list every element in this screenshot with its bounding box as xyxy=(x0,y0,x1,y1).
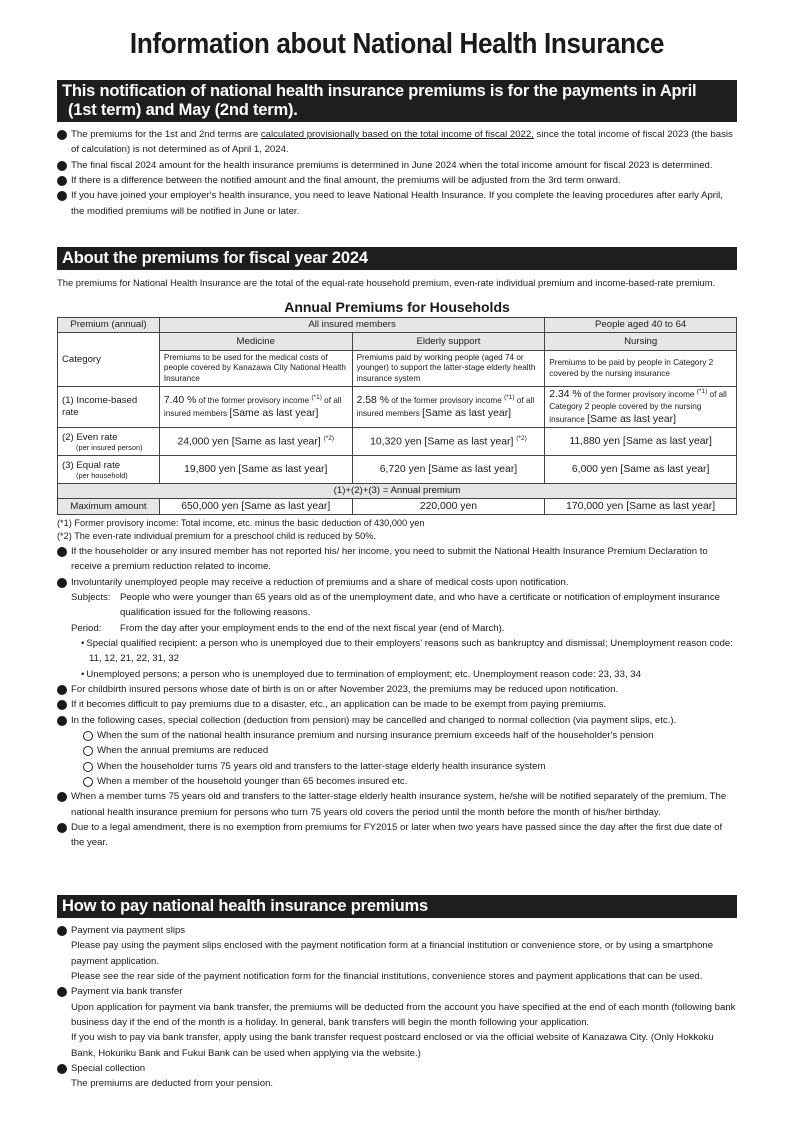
list-item: When the householder turns 75 years old and transfers to the latter-stage elderly health insurance system xyxy=(83,759,737,774)
list-item: Due to a legal amendment, there is no exemption from premiums for FY2015 or later when two years have passed since the day after the first due date of the year. xyxy=(57,820,737,851)
section-heading-premiums: About the premiums for fiscal year 2024 xyxy=(57,247,737,270)
list-item: Involuntarily unemployed people may receive a reduction of premiums and a share of medical costs upon notification. Subjects: People who were younger than 65 years old as of the unemployment date, and who have a certificate or notification of employment insurance qualification issued for the following reasons. Period: From the day after your employment ends to the end of the next fiscal year (end of March). • Special qualified recipient: a person who is unemployed due to their employers' reasons such as bankruptcy and dismissal; Unemployment reason code: 11, 12, 21, 22, 31, 32 • Unemployed persons; a person who is unemployed due to termination of employment; etc. Unemployment reason code: 23, 33, 34 xyxy=(57,575,737,682)
table-row: (3) Equal rate (per household) 19,800 yen [Same as last year] 6,720 yen [Same as last year] 6,000 yen [Same as last year] xyxy=(58,456,737,484)
collection-cases xyxy=(71,728,737,789)
notification-list xyxy=(57,127,737,219)
list-item: Payment via bank transfer Upon application for payment via bank transfer, the premiums will be deducted from the account you have specified at the end of each month (following bank business day if the end of the month is a holiday. In general, bank transfers will begin the month following your application. If you wish to pay via bank transfer, apply using the bank transfer request postcard enclosed or via the official website of Kanazawa City. (Only Hokkoku Bank, Hokuriku Bank and Fukui Bank can be used when applying via the website.) xyxy=(57,984,737,1061)
list-item: When the sum of the national health insurance premium and nursing insurance premium exceeds half of the householder's pension xyxy=(83,728,737,743)
list-item: In the following cases, special collection (deduction from pension) may be cancelled and changed to normal collection (via payment slips, etc.). When the sum of the national health insurance premium and nursing insurance premium exceeds half of the householder's pension When the annual premiums are reduced When the householder turns 75 years old and transfers to the latter-stage elderly health insurance system When a member of the household younger than 65 becomes insured etc. xyxy=(57,713,737,790)
section-notification xyxy=(57,80,737,219)
list-item: If there is a difference between the notified amount and the final amount, the premiums will be adjusted from the 3rd term onward. xyxy=(57,173,737,188)
list-item: For childbirth insured persons whose date of birth is on or after November 2023, the premiums may be reduced upon notification. xyxy=(57,682,737,697)
list-item: When a member turns 75 years old and transfers to the latter-stage elderly health insurance system, he/she will be notified separately of the premium. The national health insurance premium for persons who turn 75 years old covers the period until the month before the month of his/her birthday. xyxy=(57,789,737,820)
list-item: If it becomes difficult to pay premiums due to a disaster, etc., an application can be made to be exempt from paying premiums. xyxy=(57,697,737,712)
list-item: The final fiscal 2024 amount for the health insurance premiums is determined in June 2024 when the total income amount for fiscal 2023 is determined. xyxy=(57,158,737,173)
section-how-to-pay xyxy=(57,895,737,1092)
premiums-table xyxy=(57,317,737,515)
section-heading-notification: This notification of national health insurance premiums is for the payments in April (1st term) and May (2nd term). xyxy=(57,80,737,122)
table-notes: (*1) Former provisory income: Total income, etc. minus the basic deduction of 430,000 yen (*2) The even-rate individual premium for a preschool child is reduced by 50%. xyxy=(57,518,425,542)
list-item: If you have joined your employer's health insurance, you need to leave National Health Insurance. If you complete the leaving procedures after early April, the modified premiums will be notified in June or later. xyxy=(57,188,737,219)
table-row: Maximum amount 650,000 yen [Same as last year] 220,000 yen 170,000 yen [Same as last year] xyxy=(58,499,737,515)
section-heading-how-to-pay: How to pay national health insurance premiums xyxy=(57,895,737,918)
table-row: Category Medicine Elderly support Nursing xyxy=(58,333,737,351)
table-row: Premium (annual) All insured members People aged 40 to 64 xyxy=(58,318,737,333)
table-title: Annual Premiums for Households xyxy=(284,299,510,316)
list-item: When the annual premiums are reduced xyxy=(83,743,737,758)
list-item: Special collection The premiums are deducted from your pension. xyxy=(57,1061,737,1092)
table-row: (1)+(2)+(3) = Annual premium xyxy=(58,484,737,499)
list-item: Payment via payment slips Please pay using the payment slips enclosed with the payment notification form at a financial institution or convenience store, or by using a smartphone payment application. Please see the rear side of the payment notification form for the financial institutions, convenience stores and payment applications that can be used. xyxy=(57,923,737,984)
payment-methods-list xyxy=(57,923,737,1092)
table-row: Premiums to be used for the medical costs of people covered by Kanazawa City National Health Insurance Premiums paid by working people (aged 74 or younger) to support the latter-stage elderly health insurance system Premiums to be paid by people in Category 2 covered by the nursing insurance xyxy=(58,351,737,387)
list-item: The premiums for the 1st and 2nd terms are calculated provisionally based on the total income of fiscal 2022, since the total income of fiscal 2023 (the basis of calculation) is not determined as of April 1, 2024. xyxy=(57,127,737,158)
table-row: (2) Even rate (per insured person) 24,000 yen [Same as last year] $^{(*2)}$ 10,320 yen [Same as last year] $^{(*2)}$ 11,880 yen [Same as last year] xyxy=(58,428,737,456)
list-item: When a member of the household younger than 65 becomes insured etc. xyxy=(83,774,737,789)
page-title: Information about National Health Insurance xyxy=(129,28,665,60)
list-item: If the householder or any insured member has not reported his/ her income, you need to submit the National Health Insurance Premium Declaration to receive a premium reduction related to income. xyxy=(57,544,737,575)
section-premiums xyxy=(57,247,737,851)
premiums-list xyxy=(57,544,737,851)
table-row: (1) Income-based rate 7.40 % of the former provisory income $^{(*1)}$ of all insured members [Same as last year] 2.58 % of the former provisory income $^{(*1)}$ of all insured members [Same as last year] 2.34 % of the former provisory income $^{(*1)}$ of all Category 2 people covered by the nursing insurance [Same as last year] xyxy=(58,387,737,428)
premiums-intro: The premiums for National Health Insurance are the total of the equal-rate household premium, even-rate individual premium and income-based-rate premium. xyxy=(57,277,716,288)
